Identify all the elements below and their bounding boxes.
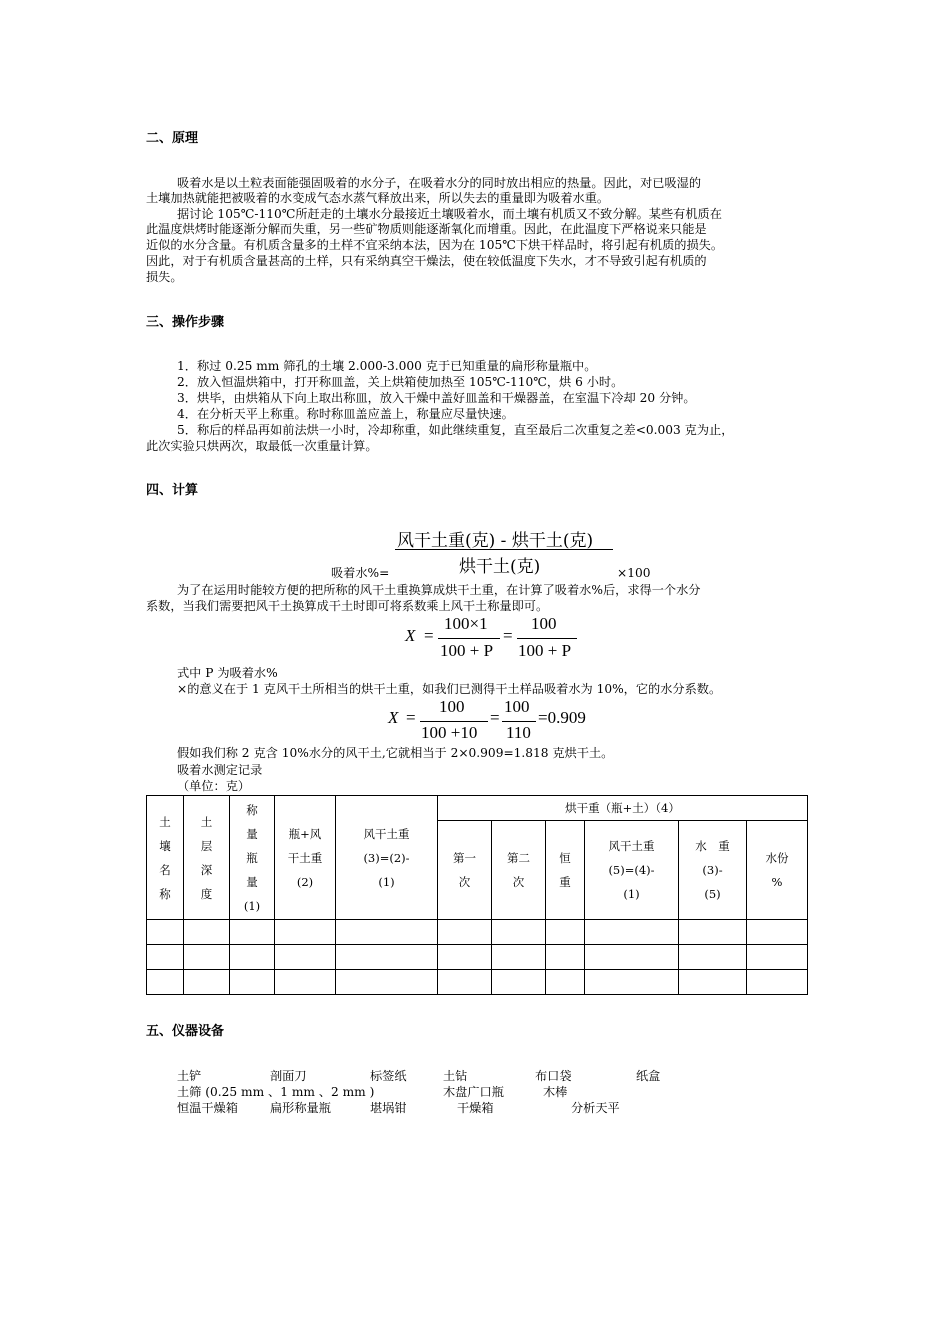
formula3-numerator-1: 100 — [439, 697, 465, 716]
principle-line: 据讨论 105℃-110℃所赶走的土壤水分最接近土壤吸着水，而土壤有机质又不致分解。某些有机质在 — [177, 207, 722, 221]
step-line: 1．称过 0.25 mm 筛孔的土壤 2.000-3.000 克于已知重量的扁形称量瓶中。 — [177, 359, 597, 373]
step-line: 5．称后的样品再如前法烘一小时，冷却称重，如此继续重复，直至最后二次重复之差<0.003 克为止， — [177, 423, 734, 437]
table-cell[interactable] — [230, 970, 275, 995]
formula3-result: =0.909 — [538, 708, 586, 727]
table-cell[interactable] — [679, 945, 747, 970]
step-line: 4．在分析天平上称重。称时称皿盖应盖上，称量应尽量快速。 — [177, 407, 514, 421]
table-row — [147, 920, 808, 945]
equipment-item: 土筛 (0.25 mm 、1 mm 、2 mm ) — [177, 1085, 375, 1099]
table-cell[interactable] — [438, 945, 492, 970]
table-cell[interactable] — [230, 920, 275, 945]
formula1-numerator: 风干土重(克) - 烘干土(克) — [397, 531, 594, 551]
equipment-item: 堪埚钳 — [370, 1101, 407, 1115]
equipment-item: 布口袋 — [535, 1069, 572, 1083]
formula1-denominator: 烘干土(克) — [459, 557, 541, 577]
formula2-equals: = — [424, 626, 434, 645]
calc-note: 假如我们称 2 克含 10%水分的风干土,它就相当于 2×0.909=1.818 克烘干土。 — [177, 746, 614, 760]
equipment-item: 恒温干燥箱 — [177, 1101, 238, 1115]
header-second: 第二 次 — [492, 821, 546, 920]
formula1-fraction-bar — [395, 549, 613, 550]
formula3-fraction-bar-1 — [420, 721, 488, 722]
formula2-denominator-1: 100 + P — [440, 641, 494, 660]
table-cell[interactable] — [492, 920, 546, 945]
formula3-equals: = — [406, 708, 416, 727]
table-cell[interactable] — [747, 920, 808, 945]
header-water-weight: 水 重 (3)- (5) — [679, 821, 747, 920]
header-constant: 恒 重 — [546, 821, 585, 920]
table-cell[interactable] — [184, 920, 230, 945]
calc-text-line: 为了在运用时能较方便的把所称的风干土重换算成烘干土重，在计算了吸着水%后，求得一个水分 — [177, 583, 701, 597]
equipment-item: 土钻 — [443, 1069, 468, 1083]
step-line: 3．烘毕，由烘箱从下向上取出称皿，放入干燥中盖好皿盖和干燥器盖，在室温下冷却 20 分钟。 — [177, 391, 696, 405]
formula3-denominator-1: 100 +10 — [421, 723, 478, 742]
equipment-item: 分析天平 — [571, 1101, 620, 1115]
principle-line: 因此，对于有机质含量甚高的土样，只有采纳真空干燥法，使在较低温度下失水，才不导致引起有机质的 — [146, 254, 707, 268]
formula2-fraction-bar-2 — [517, 638, 577, 639]
formula3-equals: = — [490, 708, 500, 727]
header-bottle-plus-air-dry: 瓶+风 干土重 (2) — [275, 796, 336, 920]
table-cell[interactable] — [585, 970, 679, 995]
header-bottle-weight: 称 量 瓶 量 (1) — [230, 796, 275, 920]
equipment-item: 标签纸 — [370, 1069, 407, 1083]
equipment-item: 干燥箱 — [457, 1101, 494, 1115]
formula2-fraction-bar-1 — [438, 638, 500, 639]
calc-text-line: 系数，当我们需要把风干土换算成干土时即可将系数乘上风干土称量即可。 — [146, 599, 549, 613]
table-cell[interactable] — [275, 970, 336, 995]
calc-note: ×的意义在于 1 克风干土所相当的烘干土重，如我们已测得干土样品吸着水为 10%，它的水分系数。 — [177, 682, 722, 696]
equipment-item: 扁形称量瓶 — [270, 1101, 331, 1115]
record-table — [146, 795, 808, 995]
table-cell[interactable] — [147, 970, 184, 995]
header-air-dry-weight-5: 风干土重 (5)=(4)- (1) — [585, 821, 679, 920]
table-cell[interactable] — [546, 920, 585, 945]
header-soil-depth: 土 层 深 度 — [184, 796, 230, 920]
formula2-numerator-1: 100×1 — [444, 614, 488, 633]
table-cell[interactable] — [336, 970, 438, 995]
formula1-lhs: 吸着水%= — [331, 566, 390, 580]
table-cell[interactable] — [336, 920, 438, 945]
table-row — [147, 970, 808, 995]
formula2-x: X — [405, 626, 416, 645]
equipment-item: 土铲 — [177, 1069, 202, 1083]
header-first: 第一 次 — [438, 821, 492, 920]
table-title: 吸着水测定记录 — [177, 763, 263, 777]
principle-line: 吸着水是以土粒表面能强固吸着的水分子，在吸着水分的同时放出相应的热量。因此，对已吸湿的 — [177, 176, 702, 190]
equipment-item: 木棒 — [543, 1085, 568, 1099]
table-cell[interactable] — [679, 970, 747, 995]
table-cell[interactable] — [585, 920, 679, 945]
section-heading-principle: 二、原理 — [146, 131, 199, 146]
section-heading-equipment: 五、仪器设备 — [146, 1024, 225, 1039]
table-cell[interactable] — [438, 920, 492, 945]
equipment-item: 剖面刀 — [270, 1069, 307, 1083]
table-cell[interactable] — [492, 970, 546, 995]
table-cell[interactable] — [275, 920, 336, 945]
formula2-numerator-2: 100 — [531, 614, 557, 633]
header-soil-name: 土 壤 名 称 — [147, 796, 184, 920]
formula3-denominator-2: 110 — [506, 723, 531, 742]
table-cell[interactable] — [438, 970, 492, 995]
equipment-item: 纸盒 — [636, 1069, 661, 1083]
table-unit: （单位：克） — [177, 779, 251, 793]
principle-line: 近似的水分含量。有机质含量多的土样不宜采纳本法，因为在 105℃下烘干样品时，将引起有机质的损失。 — [146, 238, 724, 252]
header-water-percent: 水份 % — [747, 821, 808, 920]
section-heading-steps: 三、操作步骤 — [146, 315, 225, 330]
table-cell[interactable] — [585, 945, 679, 970]
table-cell[interactable] — [230, 945, 275, 970]
principle-line: 土壤加热就能把被吸着的水变成气态水蒸气释放出来，所以失去的重量即为吸着水重。 — [146, 191, 610, 205]
formula2-denominator-2: 100 + P — [518, 641, 572, 660]
formula2-equals: = — [503, 626, 513, 645]
table-cell[interactable] — [747, 970, 808, 995]
section-heading-calculation: 四、计算 — [146, 483, 199, 498]
table-cell[interactable] — [546, 970, 585, 995]
table-cell[interactable] — [336, 945, 438, 970]
step-line: 此次实验只烘两次，取最低一次重量计算。 — [146, 439, 378, 453]
formula3-fraction-bar-2 — [502, 721, 536, 722]
table-cell[interactable] — [147, 945, 184, 970]
table-cell[interactable] — [679, 920, 747, 945]
header-air-dry-weight: 风干土重 (3)=(2)- (1) — [336, 796, 438, 920]
principle-line: 此温度烘烤时能逐渐分解而失重，另一些矿物质则能逐渐氧化而增重。因此，在此温度下严格说来只能是 — [146, 222, 707, 236]
calc-note: 式中 P 为吸着水% — [177, 666, 278, 680]
table-cell[interactable] — [492, 945, 546, 970]
formula1-rhs: ×100 — [617, 566, 651, 580]
formula3-numerator-2: 100 — [504, 697, 530, 716]
header-oven-dry-group: 烘干重（瓶+土）（4） — [438, 796, 808, 821]
step-line: 2．放入恒温烘箱中，打开称皿盖，关上烘箱使加热至 105℃-110℃，烘 6 小时。 — [177, 375, 624, 389]
formula3-x: X — [388, 708, 399, 727]
table-cell[interactable] — [747, 945, 808, 970]
principle-line: 损失。 — [146, 270, 183, 284]
table-cell[interactable] — [275, 945, 336, 970]
table-cell[interactable] — [184, 945, 230, 970]
equipment-item: 木盘广口瓶 — [443, 1085, 504, 1099]
table-row — [147, 945, 808, 970]
table-cell[interactable] — [147, 920, 184, 945]
table-cell[interactable] — [546, 945, 585, 970]
table-cell[interactable] — [184, 970, 230, 995]
